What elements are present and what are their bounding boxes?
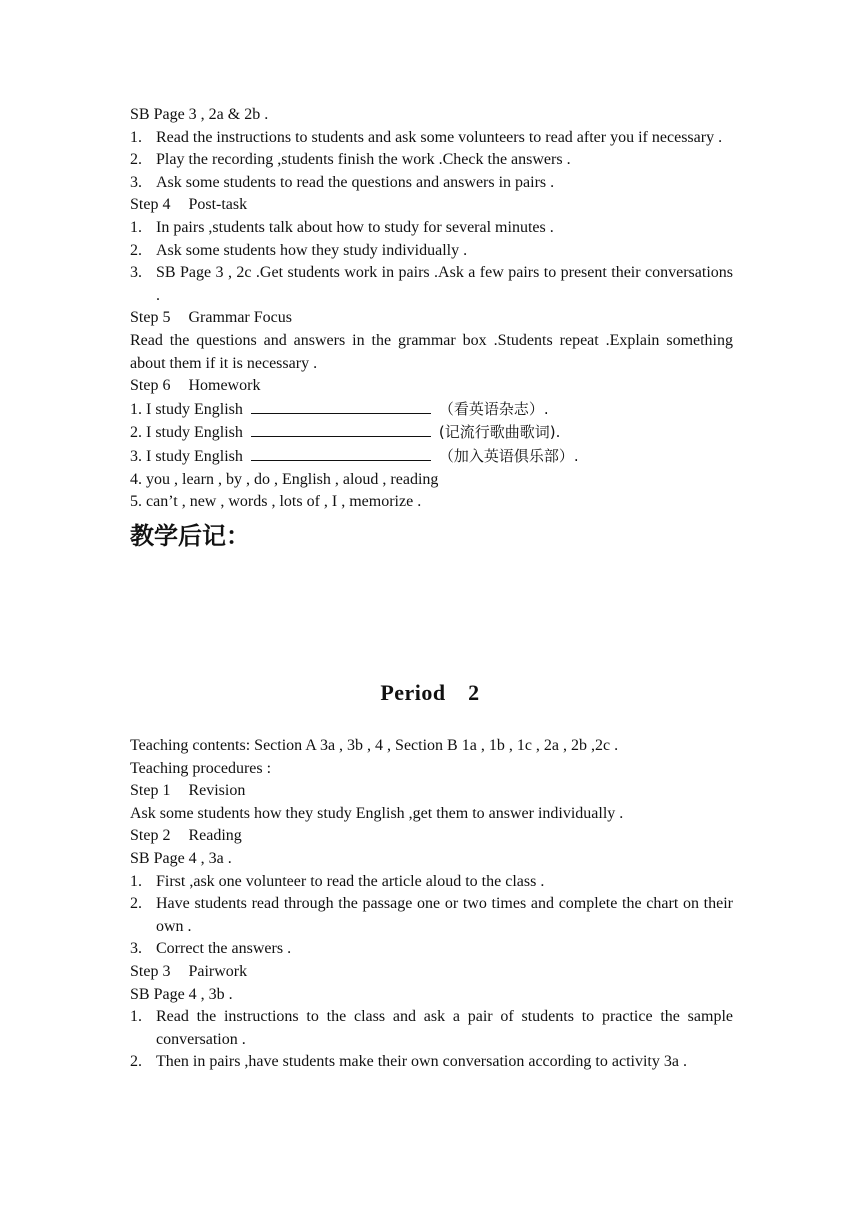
lesson-plan-part1 bbox=[130, 104, 733, 552]
answer-blank bbox=[251, 421, 431, 437]
list-text: Ask some students how they study individually . bbox=[156, 241, 468, 259]
answer-blank bbox=[251, 445, 431, 461]
list-number: 2. bbox=[130, 895, 142, 913]
step-name: Reading bbox=[188, 827, 242, 845]
step-name: Grammar Focus bbox=[188, 309, 292, 327]
list-text: Read the instructions to the class and ask a pair of students to practice the sample conversation . bbox=[156, 1008, 733, 1048]
list-text: SB Page 3 , 2c .Get students work in pairs .Ask a few pairs to present their conversations . bbox=[156, 264, 733, 304]
step-label: Step 6 bbox=[130, 377, 171, 395]
list-text: Read the instructions to students and ask some volunteers to read after you if necessary . bbox=[156, 128, 723, 146]
list-item bbox=[130, 893, 733, 938]
answer-blank bbox=[251, 398, 431, 414]
list-number: 2. bbox=[130, 151, 142, 169]
step-heading bbox=[130, 780, 733, 803]
list-text: Have students read through the passage one or two times and complete the chart on their own . bbox=[156, 895, 733, 935]
list-text: Play the recording ,students finish the work .Check the answers . bbox=[156, 151, 571, 169]
sb-page-line: SB Page 4 , 3b . bbox=[130, 985, 233, 1003]
homework-hint: （看英语杂志）. bbox=[438, 399, 549, 418]
list-number: 3. bbox=[130, 940, 142, 958]
teaching-notes-heading: 教学后记： bbox=[130, 521, 250, 550]
period-title: Period 2 bbox=[380, 680, 480, 705]
list-number: 3. bbox=[130, 173, 142, 191]
list-item bbox=[130, 149, 733, 172]
list-item bbox=[130, 127, 733, 150]
list-item bbox=[130, 871, 733, 894]
step-heading bbox=[130, 194, 733, 217]
list-number: 2. bbox=[130, 241, 142, 259]
homework-line bbox=[130, 398, 733, 422]
step-name: Homework bbox=[188, 377, 261, 395]
step-label: Step 3 bbox=[130, 962, 171, 980]
list-item bbox=[130, 1006, 733, 1051]
scramble-line: 5. can’t , new , words , lots of , I , memorize . bbox=[130, 493, 422, 511]
step-heading bbox=[130, 961, 733, 984]
scramble-line: 4. you , learn , by , do , English , aloud , reading bbox=[130, 470, 439, 488]
list-number: 1. bbox=[130, 128, 142, 146]
step-heading bbox=[130, 375, 733, 398]
teaching-procedures: Teaching procedures : bbox=[130, 759, 272, 777]
step-label: Step 4 bbox=[130, 196, 171, 214]
step-heading bbox=[130, 307, 733, 330]
homework-hint: (记流行歌曲歌词). bbox=[438, 423, 561, 442]
step-heading bbox=[130, 825, 733, 848]
list-text: Then in pairs ,have students make their own conversation according to activity 3a . bbox=[156, 1053, 687, 1071]
list-text: Correct the answers . bbox=[156, 940, 292, 958]
step-name: Revision bbox=[188, 782, 246, 800]
list-item bbox=[130, 172, 733, 195]
grammar-focus-paragraph: Read the questions and answers in the grammar box .Students repeat .Explain something about them if it is necessary . bbox=[130, 331, 733, 372]
step-label: Step 2 bbox=[130, 827, 171, 845]
list-number: 2. bbox=[130, 1053, 142, 1071]
homework-line bbox=[130, 421, 733, 445]
list-item bbox=[130, 262, 733, 307]
step-name: Post-task bbox=[188, 196, 248, 214]
step-label: Step 1 bbox=[130, 782, 171, 800]
sb-page-line: SB Page 4 , 3a . bbox=[130, 849, 232, 867]
step-label: Step 5 bbox=[130, 309, 171, 327]
list-item bbox=[130, 1051, 733, 1074]
list-text: In pairs ,students talk about how to study for several minutes . bbox=[156, 218, 554, 236]
homework-prefix: 3. I study English bbox=[130, 447, 243, 465]
teaching-contents: Teaching contents: Section A 3a , 3b , 4 , Section B 1a , 1b , 1c , 2a , 2b ,2c . bbox=[130, 737, 619, 754]
lesson-plan-part2 bbox=[130, 735, 733, 1074]
list-number: 3. bbox=[130, 264, 142, 282]
step-name: Pairwork bbox=[188, 962, 248, 980]
homework-hint: （加入英语俱乐部）. bbox=[438, 446, 579, 465]
list-item bbox=[130, 240, 733, 263]
list-number: 1. bbox=[130, 1008, 142, 1026]
homework-line bbox=[130, 445, 733, 469]
list-text: First ,ask one volunteer to read the article aloud to the class . bbox=[156, 872, 545, 890]
list-item bbox=[130, 217, 733, 240]
homework-prefix: 2. I study English bbox=[130, 424, 243, 442]
list-text: Ask some students to read the questions and answers in pairs . bbox=[156, 173, 555, 191]
list-item bbox=[130, 938, 733, 961]
homework-prefix: 1. I study English bbox=[130, 400, 243, 418]
revision-text: Ask some students how they study English ,get them to answer individually . bbox=[130, 804, 624, 822]
list-number: 1. bbox=[130, 872, 142, 890]
list-number: 1. bbox=[130, 218, 142, 236]
sb-page-line: SB Page 3 , 2a & 2b . bbox=[130, 106, 269, 123]
